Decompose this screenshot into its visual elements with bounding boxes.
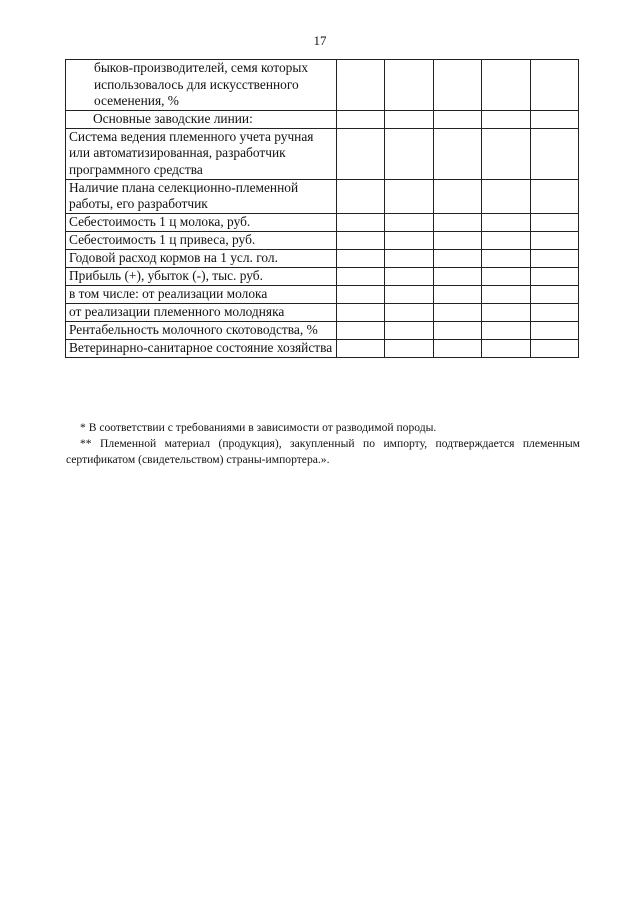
table-row [66, 128, 579, 179]
row-label-milk-sales: в том числе: от реализации молока [66, 285, 337, 303]
row-label-selection-plan: Наличие плана селекционно-племенной работы, его разработчик [66, 179, 337, 213]
row-label-breeding-lines: Основные заводские линии: [66, 110, 337, 128]
table-cell [433, 213, 481, 231]
table-cell [433, 321, 481, 339]
table-cell [530, 267, 578, 285]
table-cell [385, 110, 433, 128]
table-cell [337, 249, 385, 267]
table-cell [482, 339, 530, 357]
breeding-data-table [65, 59, 579, 358]
table-cell [385, 303, 433, 321]
table-cell [385, 339, 433, 357]
row-label-gain-cost: Себестоимость 1 ц привеса, руб. [66, 231, 337, 249]
table-cell [482, 128, 530, 179]
table-cell [385, 179, 433, 213]
table-cell [337, 110, 385, 128]
row-label-profitability: Рентабельность молочного скотоводства, % [66, 321, 337, 339]
table-cell [530, 339, 578, 357]
table-cell [337, 339, 385, 357]
table-row [66, 321, 579, 339]
table-cell [337, 321, 385, 339]
table-cell [530, 179, 578, 213]
table-row [66, 231, 579, 249]
table-cell [530, 303, 578, 321]
table-row [66, 267, 579, 285]
table-cell [385, 267, 433, 285]
table-cell [337, 231, 385, 249]
table-cell [433, 267, 481, 285]
table-cell [530, 213, 578, 231]
table-cell [482, 179, 530, 213]
footnote-breed-requirements: * В соответствии с требованиями в зависимости от разводимой породы. [80, 421, 437, 434]
table-cell [337, 267, 385, 285]
table-cell [530, 249, 578, 267]
table-cell [385, 60, 433, 111]
table-cell [385, 128, 433, 179]
table-cell [337, 285, 385, 303]
table-row [66, 285, 579, 303]
table-cell [337, 60, 385, 111]
footnote-import-certificate: ** Племенной материал (продукция), закупленный по импорту, подтверждается племенным сертификатом (свидетельством) страны-импортера.». [66, 437, 580, 466]
table-cell [530, 60, 578, 111]
table-cell [482, 249, 530, 267]
table-cell [337, 303, 385, 321]
table-cell [482, 267, 530, 285]
table-cell [337, 179, 385, 213]
table-cell [433, 249, 481, 267]
table-cell [482, 110, 530, 128]
table-cell [433, 110, 481, 128]
table-row [66, 249, 579, 267]
page-number: 17 [313, 33, 327, 48]
row-label-bulls: быков-производителей, семя которых использовалось для искусственного осеменения, % [66, 60, 337, 111]
table-cell [385, 285, 433, 303]
table-cell [385, 321, 433, 339]
table-cell [337, 128, 385, 179]
table-row [66, 213, 579, 231]
row-label-profit: Прибыль (+), убыток (-), тыс. руб. [66, 267, 337, 285]
table-cell [530, 231, 578, 249]
table-cell [433, 231, 481, 249]
table-cell [530, 285, 578, 303]
table-cell [433, 179, 481, 213]
row-label-veterinary-state: Ветеринарно-санитарное состояние хозяйства [66, 339, 337, 357]
row-label-record-system: Система ведения племенного учета ручная или автоматизированная, разработчик программного средства [66, 128, 337, 179]
table-cell [482, 321, 530, 339]
table-cell [433, 303, 481, 321]
table-cell [482, 303, 530, 321]
table-cell [433, 339, 481, 357]
table-cell [482, 60, 530, 111]
table-cell [433, 60, 481, 111]
table-cell [385, 213, 433, 231]
table-cell [433, 128, 481, 179]
table-cell [385, 249, 433, 267]
table-cell [385, 231, 433, 249]
table-cell [482, 285, 530, 303]
table-cell [530, 110, 578, 128]
footnotes [66, 420, 580, 468]
table-cell [530, 128, 578, 179]
row-label-milk-cost: Себестоимость 1 ц молока, руб. [66, 213, 337, 231]
table-row [66, 303, 579, 321]
table-row [66, 179, 579, 213]
table-cell [530, 321, 578, 339]
table-cell [482, 231, 530, 249]
row-label-young-stock-sales: от реализации племенного молодняка [66, 303, 337, 321]
row-label-feed-consumption: Годовой расход кормов на 1 усл. гол. [66, 249, 337, 267]
table-row [66, 110, 579, 128]
table-cell [337, 213, 385, 231]
table-row [66, 339, 579, 357]
table-cell [482, 213, 530, 231]
table-row [66, 60, 579, 111]
table-cell [433, 285, 481, 303]
